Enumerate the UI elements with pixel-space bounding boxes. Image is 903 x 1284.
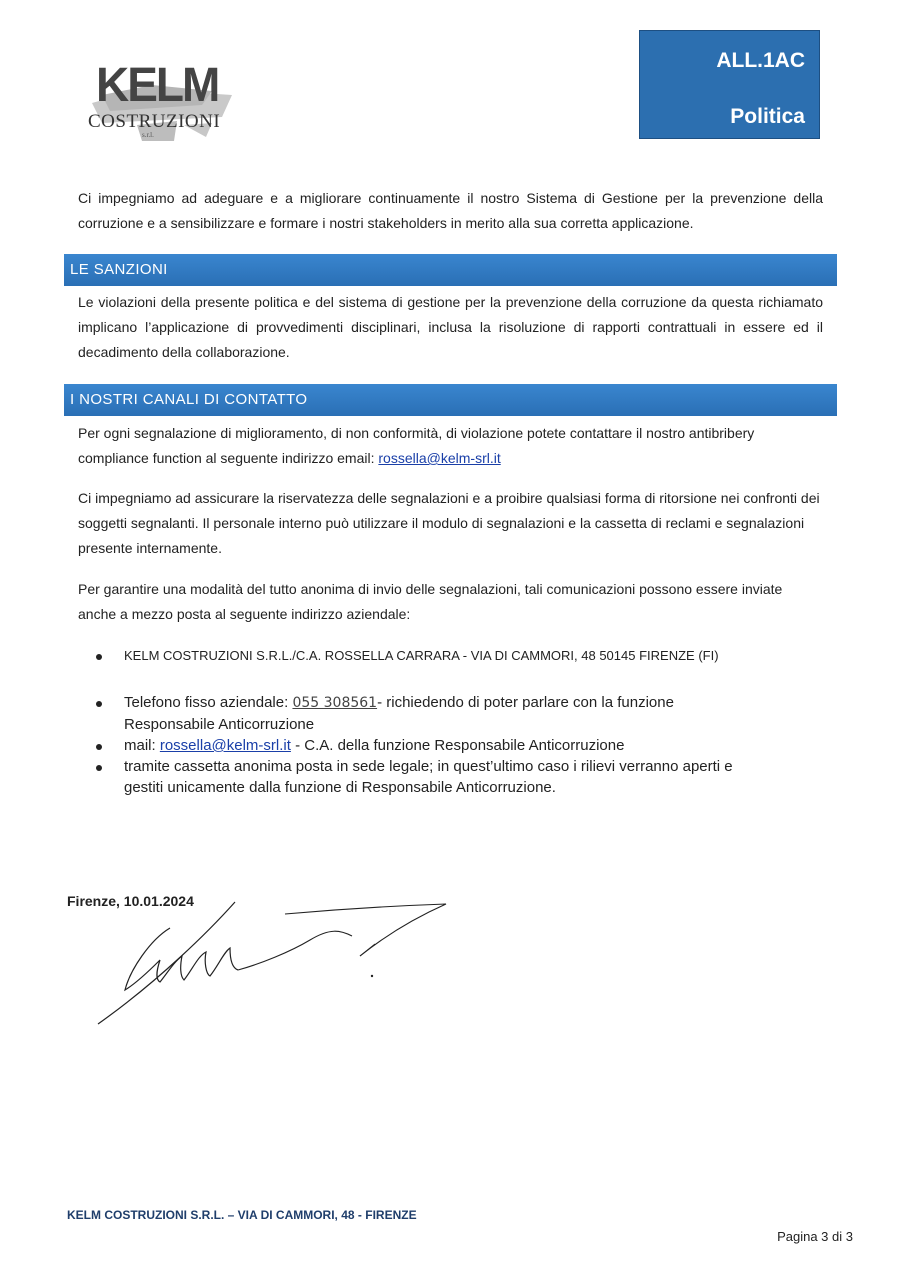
contatti-paragraph-2: Ci impegniamo ad assicurare la riservatezza delle segnalazioni e a proibire qualsiasi forma di ritorsione nei confronti dei soggetti segnalanti. Il personale interno può utilizzare il modulo di segnalazioni e la cassetta di reclami e segnalazioni presente internamente. <box>78 490 820 556</box>
document-id-box <box>639 30 820 139</box>
logo-subtitle: COSTRUZIONI <box>88 111 221 132</box>
handwritten-signature <box>90 900 460 1030</box>
section-heading-contatti: I NOSTRI CANALI DI CONTATTO <box>64 384 837 416</box>
phone-suffix: - richiedendo di poter parlare con la funzione Responsabile Anticorruzione <box>124 694 674 733</box>
contatti-paragraph-1 <box>78 421 798 471</box>
bullet-icon <box>96 701 102 707</box>
logo-srl: s.r.l. <box>142 131 154 139</box>
bullet-icon <box>96 744 102 750</box>
mail-suffix: - C.A. della funzione Responsabile Anticorruzione <box>290 737 625 754</box>
bullet-icon <box>96 654 102 660</box>
box-text: tramite cassetta anonima posta in sede legale; in quest’ultimo caso i rilievi verranno aperti e gestiti unicamente dalla funzione di Responsabile Anticorruzione. <box>124 758 733 796</box>
company-logo <box>82 55 242 145</box>
bullet-icon <box>96 765 102 771</box>
section-heading-sanzioni: LE SANZIONI <box>64 254 837 286</box>
list-item-phone <box>78 692 738 735</box>
logo-title: KELM <box>96 56 219 112</box>
sanzioni-paragraph: Le violazioni della presente politica e del sistema di gestione per la prevenzione della corruzione da questa richiamato implicano l’applicazione di provvedimenti disciplinari, inclusa la risoluzione di rapporti contrattuali in essere ed il decadimento della collaborazione. <box>78 294 823 360</box>
contact-methods-list <box>78 692 738 798</box>
mail-link[interactable]: rossella@kelm-srl.it <box>159 737 291 754</box>
phone-prefix: Telefono fisso aziendale: <box>124 694 293 711</box>
place-date: Firenze, 10.01.2024 <box>67 893 194 909</box>
phone-link[interactable]: 055 308561 <box>292 695 378 711</box>
mail-prefix: mail: <box>124 737 160 754</box>
list-item-mail <box>78 735 738 756</box>
footer-address: KELM COSTRUZIONI S.R.L. – VIA DI CAMMORI, 48 - FIRENZE <box>67 1208 417 1222</box>
contatti-paragraph-3: Per garantire una modalità del tutto anonima di invio delle segnalazioni, tali comunicazioni possono essere inviate anche a mezzo posta al seguente indirizzo aziendale: <box>78 581 783 622</box>
page-number: Pagina 3 di 3 <box>777 1229 853 1244</box>
list-item-box <box>78 756 738 798</box>
address-list <box>78 645 823 666</box>
email-link[interactable]: rossella@kelm-srl.it <box>378 450 501 466</box>
intro-paragraph: Ci impegniamo ad adeguare e a migliorare continuamente il nostro Sistema di Gestione per la prevenzione della corruzione e a sensibilizzare e formare i nostri stakeholders in merito alla sua corretta applicazione. <box>78 190 823 231</box>
contatti-p1-text: Per ogni segnalazione di miglioramento, di non conformità, di violazione potete contattare il nostro antibribery compliance function al seguente indirizzo email: <box>78 425 755 466</box>
address-text: KELM COSTRUZIONI S.R.L./C.A. ROSSELLA CARRARA - VIA DI CAMMORI, 48 50145 FIRENZE (FI) <box>124 648 719 663</box>
document-type: Politica <box>730 105 805 128</box>
document-code: ALL.1AC <box>716 49 805 72</box>
list-item-address <box>78 645 823 666</box>
